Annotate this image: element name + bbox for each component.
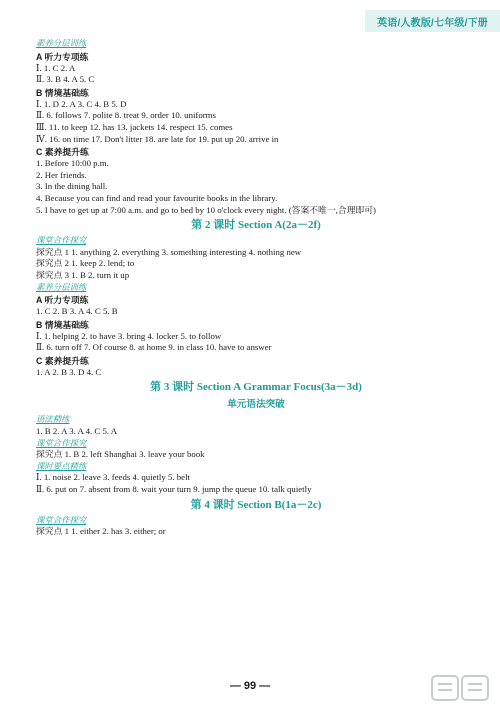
section-label: 课堂合作探究 bbox=[36, 235, 87, 246]
answer-line: Ⅱ. 6. follows 7. polite 8. treat 9. order 10. uniforms bbox=[36, 110, 216, 121]
subsection-title: A 听力专项练 bbox=[36, 295, 89, 306]
answer-line: 2. Her friends. bbox=[36, 169, 87, 180]
page-number: — 99 — bbox=[229, 680, 271, 692]
answer-line: Ⅱ. 6. put on 7. absent from 8. wait your turn 9. jump the queue 10. talk quietly bbox=[36, 484, 312, 495]
header-title: 英语/人教版/七年级/下册 bbox=[377, 18, 488, 29]
page-header bbox=[0, 0, 500, 38]
answer-content bbox=[36, 38, 476, 538]
answer-line: 1. A 2. B 3. D 4. C bbox=[36, 366, 102, 377]
section-label: 素养分层训练 bbox=[36, 281, 87, 292]
answer-line: 5. I have to get up at 7:00 a.m. and go to bed by 10 o'clock every night. (答案不唯一,合理即可) bbox=[36, 204, 376, 215]
answer-line: 1. B 2. A 3. A 4. C 5. A bbox=[36, 426, 118, 437]
section-label: 课堂合作探究 bbox=[36, 514, 87, 525]
watermark-logo-icon bbox=[430, 672, 492, 706]
answer-line: 3. In the dining hall. bbox=[36, 181, 108, 192]
answer-line: 探究点 2 1. keep 2. lend; to bbox=[36, 258, 135, 269]
section-label: 素养分层训练 bbox=[36, 38, 87, 48]
subsection-title: C 素养提升练 bbox=[36, 355, 89, 366]
answer-line: Ⅰ. 1. helping 2. to have 3. bring 4. locker 5. to follow bbox=[36, 330, 222, 341]
subsection-title: A 听力专项练 bbox=[36, 51, 89, 62]
answer-line: 探究点 1 1. either 2. has 3. either; or bbox=[36, 526, 166, 537]
section-label: 课堂合作探究 bbox=[36, 437, 87, 448]
lesson-heading: 第 4 课时 Section B(1a－2c) bbox=[190, 498, 322, 511]
answer-line: 探究点 1 1. anything 2. everything 3. something interesting 4. nothing new bbox=[36, 246, 302, 257]
answer-line: Ⅱ. 6. turn off 7. Of course 8. at home 9. in class 10. have to answer bbox=[36, 342, 272, 353]
answer-line: Ⅰ. 1. noise 2. leave 3. feeds 4. quietly 5. belt bbox=[36, 472, 190, 483]
lesson-heading: 第 3 课时 Section A Grammar Focus(3a－3d) bbox=[150, 381, 362, 394]
answer-line: Ⅱ. 3. B 4. A 5. C bbox=[36, 74, 95, 85]
subsection-title: B 情境基础练 bbox=[36, 87, 89, 98]
answer-line: 1. Before 10:00 p.m. bbox=[36, 158, 109, 169]
answer-line: 4. Because you can find and read your favourite books in the library. bbox=[36, 192, 278, 203]
answer-line: Ⅳ. 16. on time 17. Don't litter 18. are late for 19. put up 20. arrive in bbox=[36, 133, 279, 144]
answer-line: 1. C 2. B 3. A 4. C 5. B bbox=[36, 306, 118, 317]
lesson-heading: 单元语法突破 bbox=[227, 399, 285, 411]
lesson-heading: 第 2 课时 Section A(2a－2f) bbox=[191, 219, 321, 232]
subsection-title: C 素养提升练 bbox=[36, 147, 89, 158]
section-label: 语法精练 bbox=[36, 414, 70, 425]
subsection-title: B 情境基础练 bbox=[36, 319, 89, 330]
answer-line: Ⅲ. 11. to keep 12. has 13. jackets 14. respect 15. comes bbox=[36, 121, 233, 132]
answer-line: 探究点 1. B 2. left Shanghai 3. leave your book bbox=[36, 449, 205, 460]
answer-line: 探究点 3 1. B 2. turn it up bbox=[36, 269, 130, 280]
answer-line: Ⅰ. 1. C 2. A bbox=[36, 62, 76, 73]
answer-line: Ⅰ. 1. D 2. A 3. C 4. B 5. D bbox=[36, 98, 127, 109]
section-label: 课时要点精练 bbox=[36, 460, 87, 471]
